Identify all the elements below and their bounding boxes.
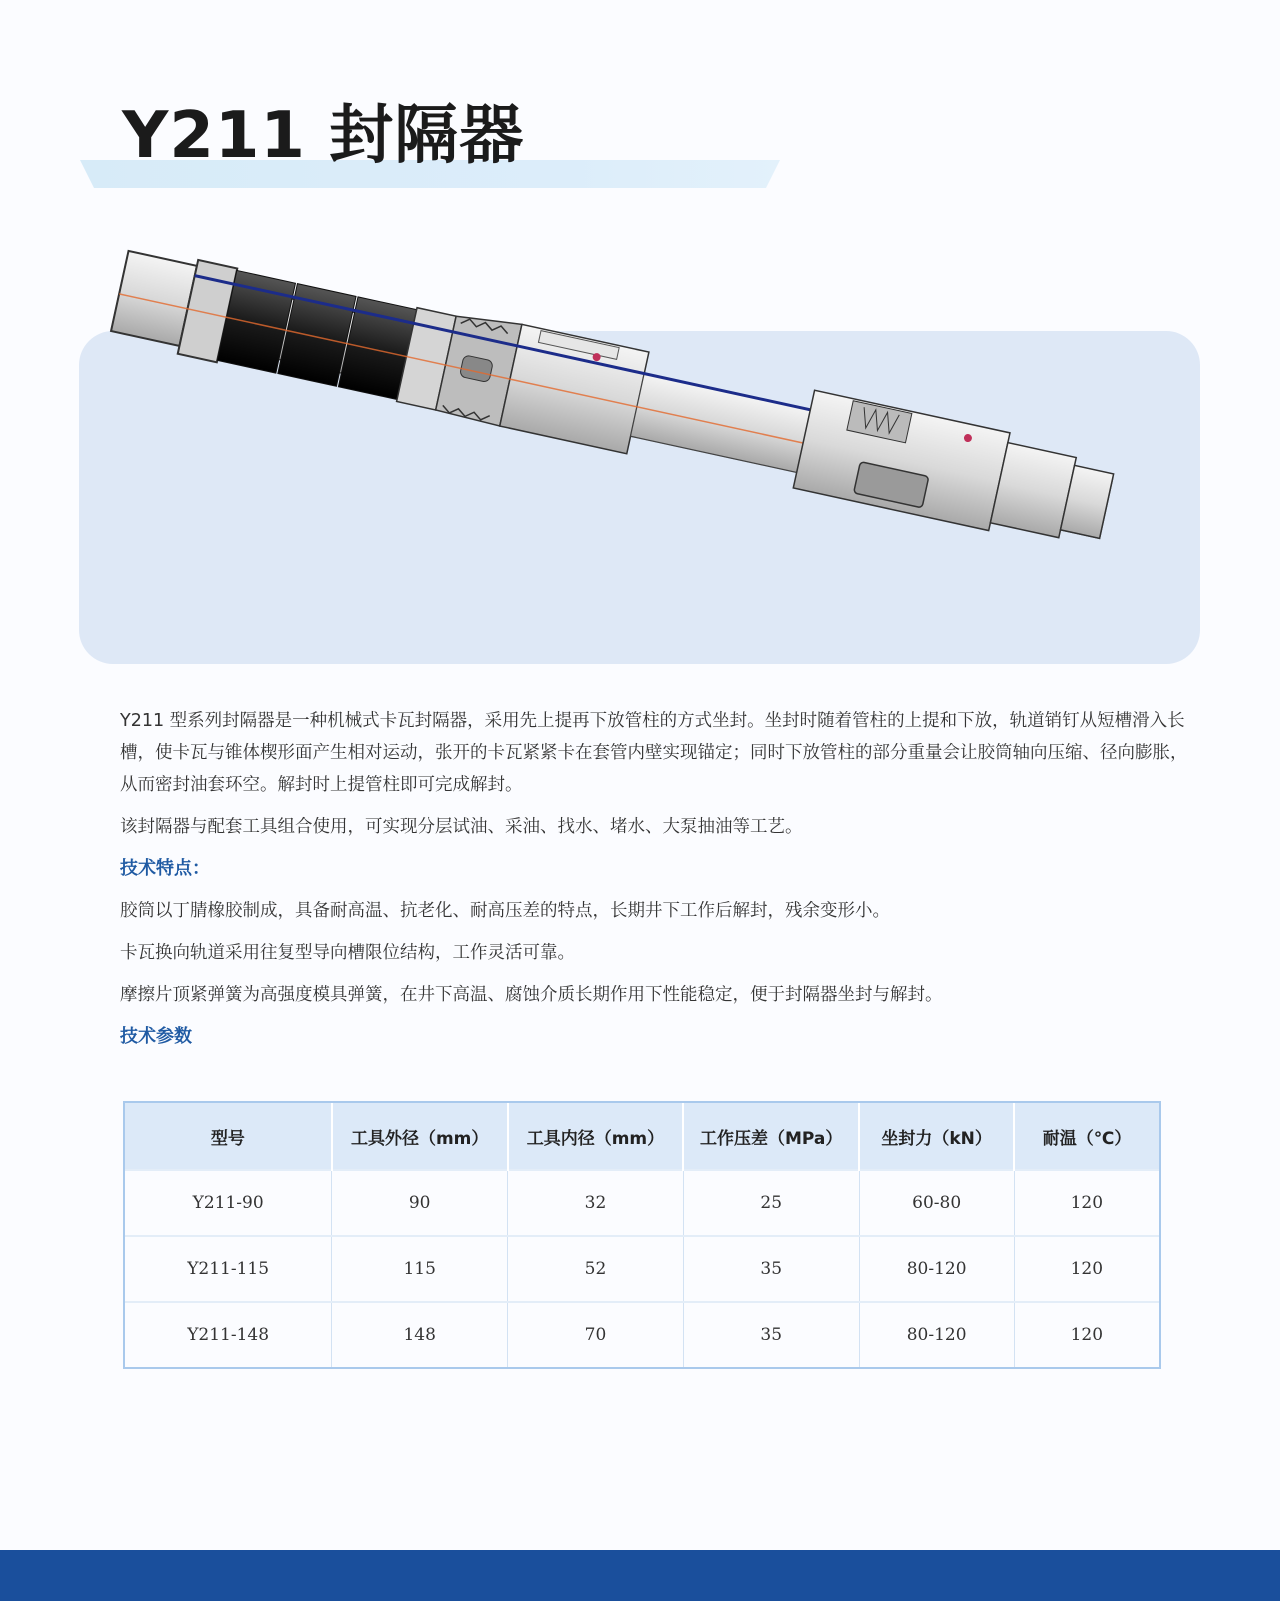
- feature-item: 摩擦片顶紧弹簧为高强度模具弹簧，在井下高温、腐蚀介质长期作用下性能稳定，便于封隔器坐封与解封。: [120, 985, 943, 1005]
- cell-outer-diameter: 115: [332, 1236, 508, 1302]
- feature-item: 胶筒以丁腈橡胶制成，具备耐高温、抗老化、耐高压差的特点，长期井下工作后解封，残余变形小。: [120, 901, 890, 921]
- header-inner-diameter: 工具内径（mm）: [508, 1103, 684, 1170]
- page-title: Y211 封隔器: [122, 99, 525, 173]
- header-model: 型号: [125, 1103, 332, 1170]
- cell-setting-force: 60-80: [859, 1170, 1014, 1236]
- technical-parameters-table: [123, 1101, 1161, 1369]
- header-working-pressure: 工作压差（MPa）: [683, 1103, 859, 1170]
- cell-inner-diameter: 32: [508, 1170, 684, 1236]
- application-paragraph: 该封隔器与配套工具组合使用，可实现分层试油、采油、找水、堵水、大泵抽油等工艺。: [120, 817, 803, 837]
- cell-working-pressure: 35: [683, 1302, 859, 1367]
- table-header-row: [125, 1103, 1159, 1170]
- description-block: [120, 705, 1200, 1063]
- cell-setting-force: 80-120: [859, 1302, 1014, 1367]
- cell-temperature: 120: [1014, 1236, 1159, 1302]
- header-outer-diameter: 工具外径（mm）: [332, 1103, 508, 1170]
- cell-setting-force: 80-120: [859, 1236, 1014, 1302]
- table-row: [125, 1236, 1159, 1302]
- cell-working-pressure: 35: [683, 1236, 859, 1302]
- cell-working-pressure: 25: [683, 1170, 859, 1236]
- features-heading: 技术特点：: [120, 858, 210, 879]
- cell-outer-diameter: 148: [332, 1302, 508, 1367]
- header-temperature: 耐温（℃）: [1014, 1103, 1159, 1170]
- cell-inner-diameter: 52: [508, 1236, 684, 1302]
- table-row: [125, 1302, 1159, 1367]
- cell-model: Y211-90: [125, 1170, 332, 1236]
- cell-outer-diameter: 90: [332, 1170, 508, 1236]
- intro-paragraph: Y211 型系列封隔器是一种机械式卡瓦封隔器，采用先上提再下放管柱的方式坐封。坐封时随着管柱的上提和下放，轨道销钉从短槽滑入长槽，使卡瓦与锥体楔形面产生相对运动，张开的卡瓦紧紧卡在套管内壁实现锚定；同时下放管柱的部分重量会让胶筒轴向压缩、径向膨胀，从而密封油套环空。解封时上提管柱即可完成解封。: [120, 711, 1188, 795]
- packer-cross-section-illustration: [0, 0, 1280, 600]
- feature-item: 卡瓦换向轨道采用往复型导向槽限位结构，工作灵活可靠。: [120, 943, 575, 963]
- footer-bar: [0, 1550, 1280, 1601]
- table-row: [125, 1170, 1159, 1236]
- header-setting-force: 坐封力（kN）: [859, 1103, 1014, 1170]
- cell-temperature: 120: [1014, 1302, 1159, 1367]
- cell-temperature: 120: [1014, 1170, 1159, 1236]
- cell-model: Y211-148: [125, 1302, 332, 1367]
- params-heading: 技术参数: [120, 1026, 192, 1047]
- cell-model: Y211-115: [125, 1236, 332, 1302]
- cell-inner-diameter: 70: [508, 1302, 684, 1367]
